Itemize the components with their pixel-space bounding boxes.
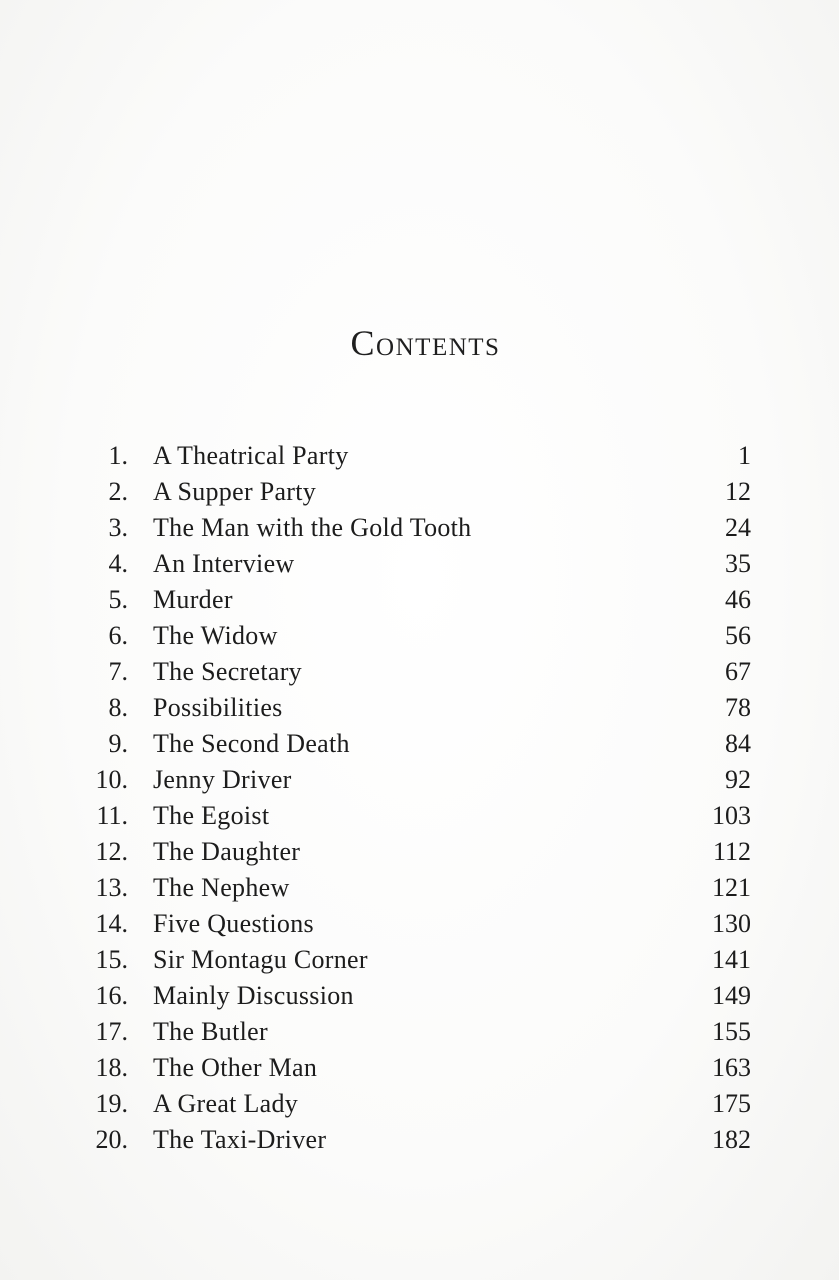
chapter-number: 16. [95, 981, 128, 1010]
chapter-number: 13. [95, 873, 128, 902]
page-number: 56 [725, 621, 751, 650]
chapter-number: 14. [95, 909, 128, 938]
toc-entry [0, 798, 839, 834]
page-number: 130 [712, 909, 751, 938]
chapter-title: Five Questions [153, 909, 314, 938]
toc-entry [0, 942, 839, 978]
toc-entry [0, 690, 839, 726]
chapter-title: The Other Man [153, 1053, 318, 1082]
toc-entry [0, 834, 839, 870]
toc-entry [0, 510, 839, 546]
chapter-title: A Great Lady [153, 1089, 299, 1118]
toc-entry [0, 582, 839, 618]
chapter-number: 3. [108, 513, 128, 542]
page-number: 92 [725, 765, 751, 794]
chapter-title: Possibilities [153, 693, 283, 722]
toc-entry [0, 906, 839, 942]
toc-entry [0, 654, 839, 690]
chapter-title: The Egoist [153, 801, 270, 830]
chapter-number: 1. [108, 441, 128, 470]
chapter-title: The Butler [153, 1017, 268, 1046]
toc-entry [0, 1050, 839, 1086]
chapter-title: A Supper Party [153, 477, 317, 506]
chapter-number: 7. [108, 657, 128, 686]
chapter-number: 18. [95, 1053, 128, 1082]
chapter-number: 4. [108, 549, 128, 578]
page-number: 84 [725, 729, 751, 758]
page-number: 141 [712, 945, 751, 974]
toc-entry [0, 726, 839, 762]
toc-entry [0, 870, 839, 906]
page-number: 24 [725, 513, 751, 542]
page-number: 163 [712, 1053, 751, 1082]
page-number: 78 [725, 693, 751, 722]
page-number: 155 [712, 1017, 751, 1046]
chapter-number: 5. [108, 585, 128, 614]
chapter-number: 10. [95, 765, 128, 794]
page-number: 35 [725, 549, 751, 578]
chapter-title: The Man with the Gold Tooth [153, 513, 472, 542]
chapter-title: Murder [153, 585, 233, 614]
toc-entry [0, 1086, 839, 1122]
chapter-number: 15. [95, 945, 128, 974]
toc-entry [0, 438, 839, 474]
chapter-title: An Interview [153, 549, 295, 578]
page-number: 46 [725, 585, 751, 614]
chapter-title: A Theatrical Party [153, 441, 349, 470]
chapter-title: The Secretary [153, 657, 302, 686]
chapter-number: 11. [96, 801, 128, 830]
page-number: 175 [712, 1089, 751, 1118]
toc-entry [0, 618, 839, 654]
page-number: 182 [712, 1125, 751, 1154]
chapter-title: Jenny Driver [153, 765, 292, 794]
toc-entry [0, 1014, 839, 1050]
page-number: 149 [712, 981, 751, 1010]
toc-entry [0, 474, 839, 510]
chapter-number: 12. [95, 837, 128, 866]
chapter-number: 17. [95, 1017, 128, 1046]
page-number: 112 [712, 837, 751, 866]
chapter-title: The Second Death [153, 729, 350, 758]
chapter-number: 20. [95, 1125, 128, 1154]
page-number: 12 [725, 477, 751, 506]
chapter-title: The Widow [153, 621, 278, 650]
chapter-number: 8. [108, 693, 128, 722]
page-number: 121 [712, 873, 751, 902]
chapter-title: The Nephew [153, 873, 290, 902]
page-number: 1 [738, 441, 751, 470]
toc-entry [0, 546, 839, 582]
page-number: 103 [712, 801, 751, 830]
chapter-number: 2. [108, 477, 128, 506]
page-number: 67 [725, 657, 751, 686]
chapter-number: 9. [108, 729, 128, 758]
chapter-title: Mainly Discussion [153, 981, 354, 1010]
chapter-number: 6. [108, 621, 128, 650]
toc-entry [0, 978, 839, 1014]
chapter-title: The Taxi-Driver [153, 1125, 327, 1154]
page-title: Contents [350, 323, 501, 363]
toc-entry [0, 762, 839, 798]
chapter-title: The Daughter [153, 837, 301, 866]
toc-entry [0, 1122, 839, 1158]
chapter-number: 19. [95, 1089, 128, 1118]
chapter-title: Sir Montagu Corner [153, 945, 368, 974]
